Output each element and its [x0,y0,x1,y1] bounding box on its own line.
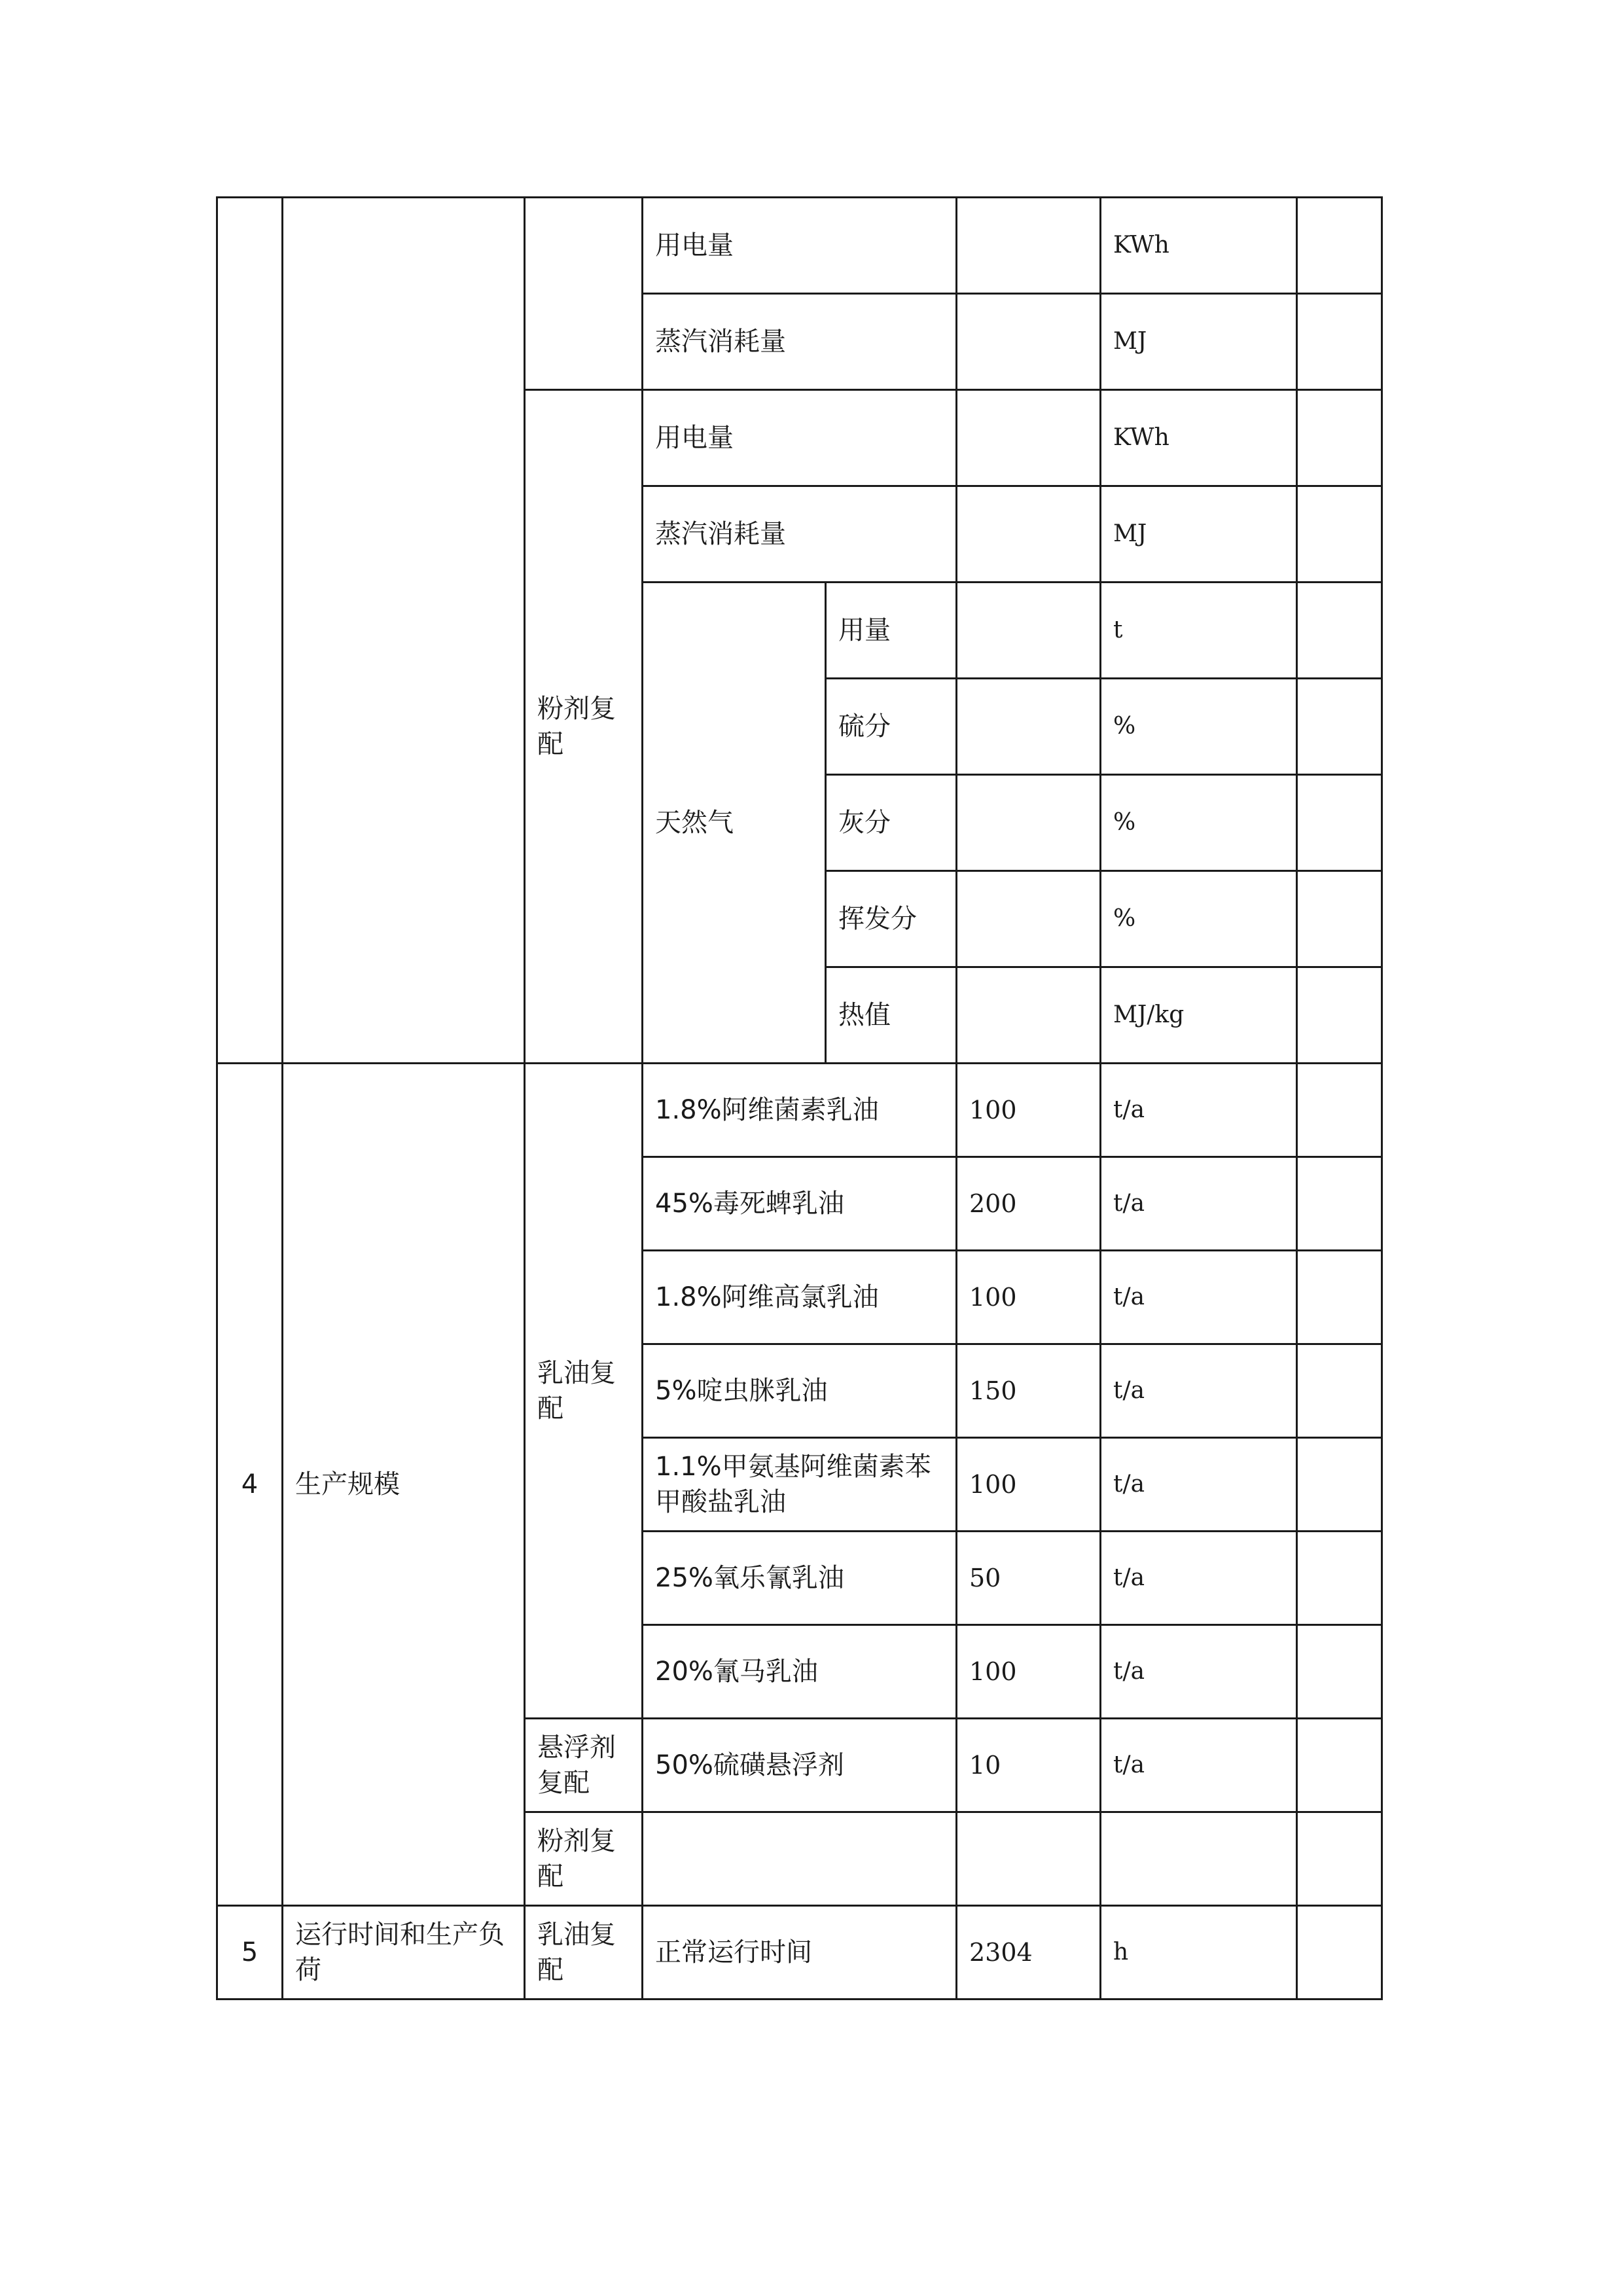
item-cell: 用电量 [643,390,957,486]
note-cell [1297,1906,1382,2000]
note-cell [1297,294,1382,390]
note-cell [1297,775,1382,871]
item-cell: 灰分 [826,775,957,871]
unit-cell: KWh [1101,390,1297,486]
section-name: 运行时间和生产负荷 [283,1906,525,2000]
item-cell: 热值 [826,967,957,1064]
item-cell: 蒸汽消耗量 [643,486,957,583]
unit-cell: t/a [1101,1251,1297,1344]
product-cell: 20%氰马乳油 [643,1625,957,1719]
note-cell [1297,967,1382,1064]
value-cell: 100 [957,1438,1101,1532]
note-cell [1297,1344,1382,1438]
unit-cell: MJ [1101,294,1297,390]
unit-cell: t/a [1101,1438,1297,1532]
unit-cell: KWh [1101,198,1297,294]
process-cell: 悬浮剂复配 [525,1719,643,1812]
note-cell [1297,1438,1382,1532]
item-cell: 硫分 [826,679,957,775]
note-cell [1297,390,1382,486]
table-row [217,1064,1382,1157]
value-cell [957,390,1101,486]
product-cell: 25%氧乐氰乳油 [643,1532,957,1625]
process-cell: 粉剂复配 [525,1812,643,1906]
unit-cell: t/a [1101,1625,1297,1719]
value-cell: 100 [957,1251,1101,1344]
product-cell: 1.8%阿维菌素乳油 [643,1064,957,1157]
unit-cell [1101,1812,1297,1906]
unit-cell: % [1101,871,1297,967]
unit-cell: t [1101,583,1297,679]
product-cell: 50%硫磺悬浮剂 [643,1719,957,1812]
note-cell [1297,1532,1382,1625]
value-cell [957,679,1101,775]
note-cell [1297,1719,1382,1812]
value-cell: 50 [957,1532,1101,1625]
item-cell: 挥发分 [826,871,957,967]
value-cell [957,775,1101,871]
value-cell [957,294,1101,390]
section-name: 生产规模 [283,1064,525,1906]
note-cell [1297,871,1382,967]
note-cell [1297,486,1382,583]
value-cell [957,583,1101,679]
cell-name-empty [283,198,525,1064]
note-cell [1297,1812,1382,1906]
cell-no-empty [217,198,283,1064]
data-table [216,196,1383,2000]
product-cell: 1.8%阿维高氯乳油 [643,1251,957,1344]
item-cell: 用电量 [643,198,957,294]
value-cell [957,1812,1101,1906]
unit-cell: % [1101,775,1297,871]
value-cell [957,967,1101,1064]
product-cell: 1.1%甲氨基阿维菌素苯甲酸盐乳油 [643,1438,957,1532]
note-cell [1297,1157,1382,1251]
value-cell: 2304 [957,1906,1101,2000]
value-cell: 100 [957,1625,1101,1719]
process-cell: 乳油复配 [525,1064,643,1719]
unit-cell: h [1101,1906,1297,2000]
value-cell [957,871,1101,967]
item-cell: 蒸汽消耗量 [643,294,957,390]
cell-process-empty [525,198,643,390]
value-cell [957,486,1101,583]
note-cell [1297,679,1382,775]
item-cell: 用量 [826,583,957,679]
note-cell [1297,198,1382,294]
table-row [217,1906,1382,2000]
value-cell: 150 [957,1344,1101,1438]
unit-cell: t/a [1101,1532,1297,1625]
unit-cell: t/a [1101,1064,1297,1157]
note-cell [1297,1625,1382,1719]
unit-cell: MJ [1101,486,1297,583]
product-cell [643,1812,957,1906]
note-cell [1297,583,1382,679]
item-cell: 正常运行时间 [643,1906,957,2000]
unit-cell: t/a [1101,1157,1297,1251]
value-cell: 10 [957,1719,1101,1812]
unit-cell: % [1101,679,1297,775]
section-number: 5 [217,1906,283,2000]
note-cell [1297,1251,1382,1344]
unit-cell: MJ/kg [1101,967,1297,1064]
unit-cell: t/a [1101,1344,1297,1438]
product-cell: 5%啶虫脒乳油 [643,1344,957,1438]
product-cell: 45%毒死蜱乳油 [643,1157,957,1251]
unit-cell: t/a [1101,1719,1297,1812]
process-cell: 乳油复配 [525,1906,643,2000]
process-cell: 粉剂复配 [525,390,643,1064]
value-cell [957,198,1101,294]
gas-name-cell: 天然气 [643,583,826,1064]
document-sheet [216,196,1381,2000]
value-cell: 100 [957,1064,1101,1157]
value-cell: 200 [957,1157,1101,1251]
table-row [217,198,1382,294]
section-number: 4 [217,1064,283,1906]
note-cell [1297,1064,1382,1157]
